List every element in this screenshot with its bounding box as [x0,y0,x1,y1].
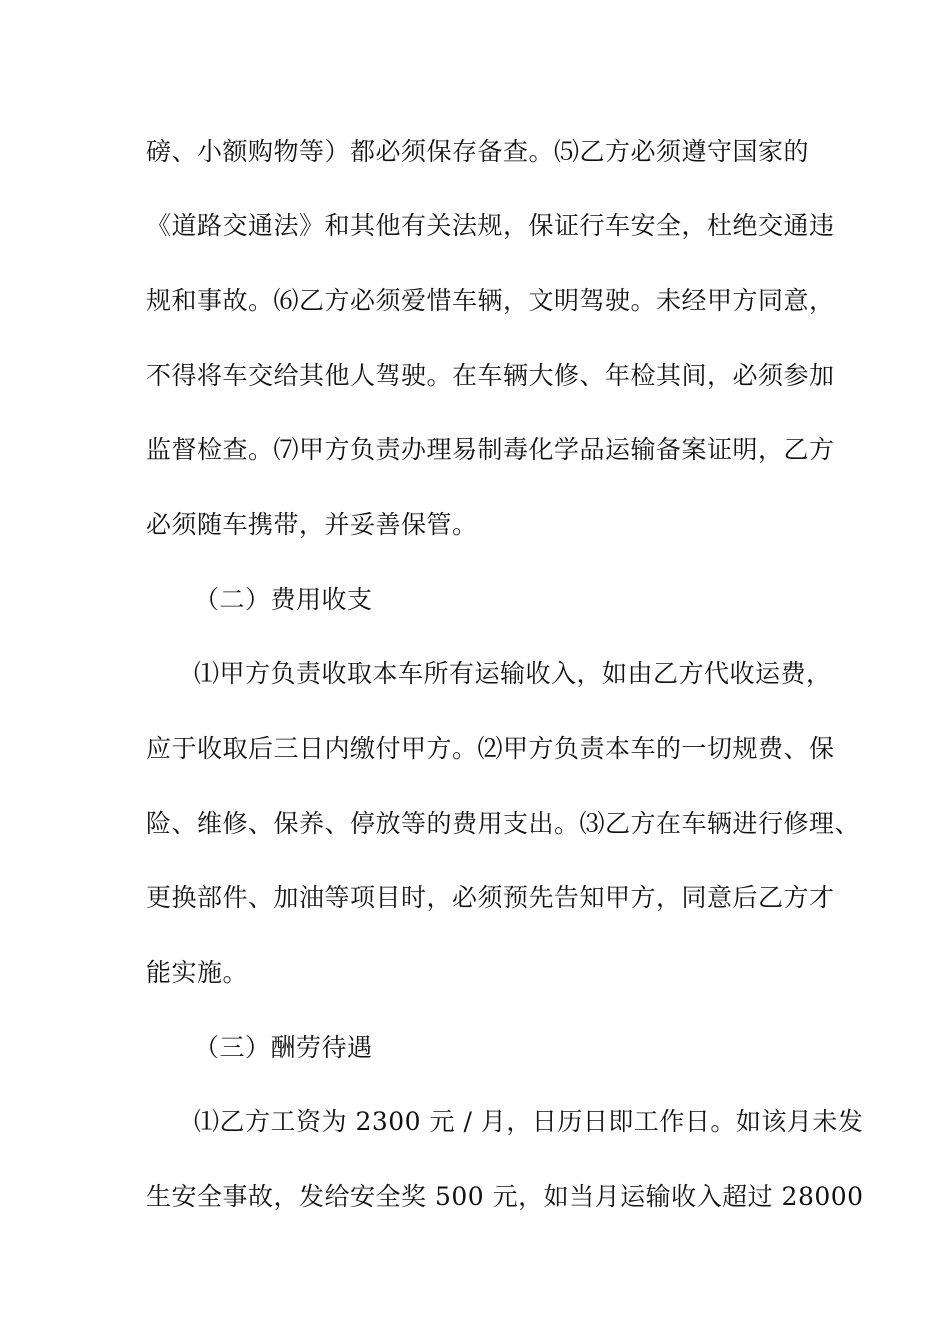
section-heading: （三）酬劳待遇 [194,1033,373,1062]
paragraph-line: 能实施。 [146,958,249,987]
paragraph-line: 必须随车携带，并妥善保管。 [146,510,478,539]
paragraph-line: 《道路交通法》和其他有关法规，保证行车安全，杜绝交通违 [146,211,835,240]
paragraph-line: 规和事故。⑹乙方必须爱惜车辆，文明驾驶。未经甲方同意， [146,286,835,315]
paragraph-line: 应于收取后三日内缴付甲方。⑵甲方负责本车的一切规费、保 [146,734,835,763]
paragraph-line: 更换部件、加油等项目时，必须预先告知甲方，同意后乙方才 [146,883,835,912]
paragraph-line: 监督检查。⑺甲方负责办理易制毒化学品运输备案证明，乙方 [146,435,835,464]
paragraph-line: 不得将车交给其他人驾驶。在车辆大修、年检其间，必须参加 [146,361,835,390]
paragraph-line: ⑴乙方工资为 2300 元 / 月，日历日即工作日。如该月未发 [194,1107,864,1136]
paragraph-line: 险、维修、保养、停放等的费用支出。⑶乙方在车辆进行修理、 [146,809,861,838]
paragraph-line: 生安全事故，发给安全奖 500 元，如当月运输收入超过 28000 [146,1182,864,1211]
paragraph-line: ⑴甲方负责收取本车所有运输收入，如由乙方代收运费， [194,659,832,688]
section-heading: （二）费用收支 [194,585,373,614]
paragraph-line: 磅、小额购物等）都必须保存备查。⑸乙方必须遵守国家的 [146,137,810,166]
